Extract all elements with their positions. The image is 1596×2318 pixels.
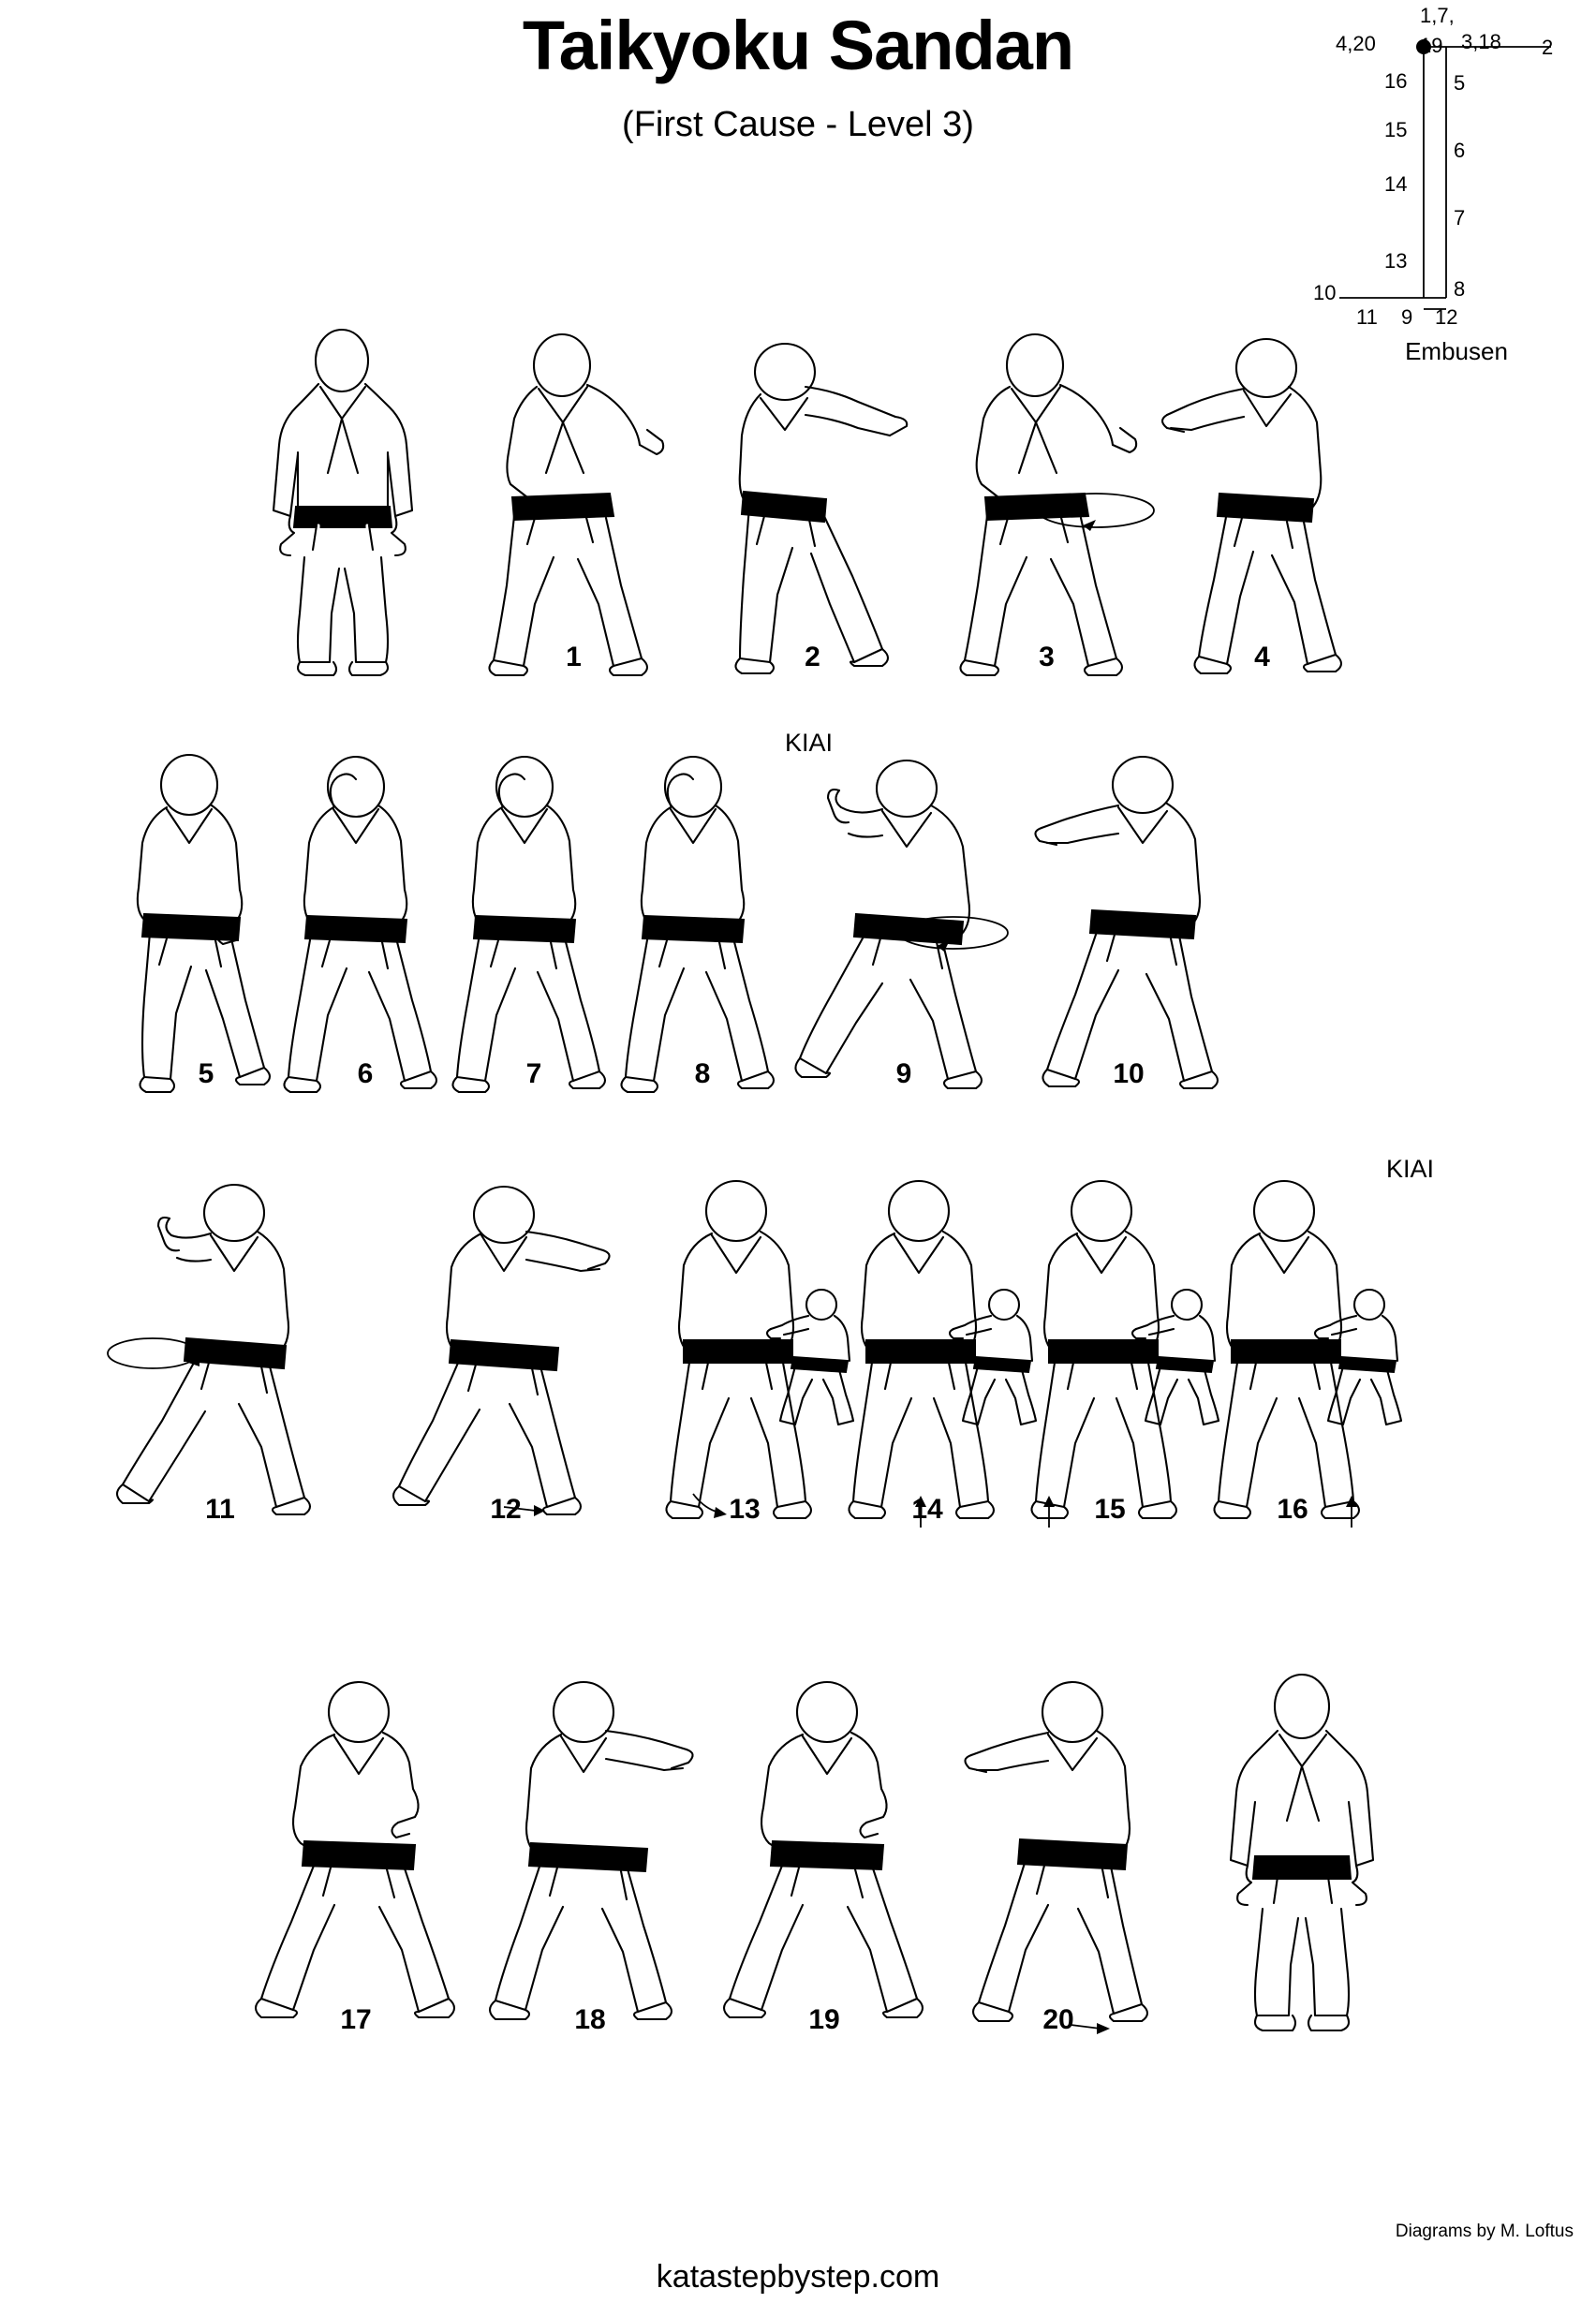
figure-step-19: [717, 1676, 932, 2098]
embusen-marker: 13: [1384, 249, 1408, 273]
step-number: 3: [1039, 642, 1055, 672]
figure-step-4: [1161, 332, 1363, 726]
embusen-marker: 3,18: [1461, 30, 1501, 53]
step-number: 5: [198, 1058, 214, 1089]
embusen-marker: 11: [1356, 305, 1378, 329]
step-number: 15: [1094, 1494, 1126, 1525]
embusen-marker: 9: [1401, 305, 1413, 329]
figure-step-12: [393, 1175, 618, 1578]
diagram-credit: Diagrams by M. Loftus: [1395, 2222, 1574, 2241]
figure-step-20: [951, 1676, 1166, 2098]
embusen-marker: 4,20: [1336, 32, 1376, 55]
figure-step-9: [796, 749, 1012, 1143]
embusen-marker: 15: [1384, 118, 1408, 141]
embusen-marker: 10: [1313, 281, 1337, 304]
step-number: 13: [729, 1494, 761, 1525]
step-row-3: [0, 1155, 1596, 1578]
website-url: katastepbystep.com: [656, 2259, 940, 2295]
page-title: Taikyoku Sandan: [522, 7, 1074, 84]
embusen-marker: 7: [1454, 206, 1466, 229]
kiai-label-1: KIAI: [785, 729, 834, 757]
embusen-marker: 2: [1542, 36, 1554, 59]
figure-step-8: [609, 749, 796, 1143]
figure-ready-stance: [253, 332, 431, 707]
embusen-marker: 5: [1454, 71, 1466, 95]
figure-closing-stance: [1208, 1676, 1396, 2098]
figure-step-6: [272, 749, 459, 1143]
step-number: 18: [574, 2004, 606, 2035]
figure-step-3: [946, 332, 1147, 726]
step-number: 11: [205, 1494, 235, 1525]
kiai-label-2: KIAI: [1386, 1155, 1435, 1183]
step-number: 7: [525, 1058, 542, 1089]
step-row-2: [0, 729, 1596, 1143]
step-row-1: [0, 332, 1596, 726]
figure-step-16-opponent: [1311, 1288, 1414, 1428]
figure-step-10: [1021, 749, 1236, 1143]
embusen-marker: 1,7,: [1420, 4, 1455, 27]
embusen-marker: 12: [1435, 305, 1458, 329]
step-number: 14: [911, 1494, 943, 1525]
step-number: 4: [1254, 642, 1270, 672]
step-number: 9: [895, 1058, 912, 1089]
step-number: 16: [1277, 1494, 1308, 1525]
embusen-marker: 14: [1384, 172, 1408, 196]
step-number: 6: [357, 1058, 374, 1089]
figure-step-7: [440, 749, 628, 1143]
step-row-4: [0, 1676, 1596, 2098]
step-number: 12: [490, 1494, 522, 1525]
page-subtitle: (First Cause - Level 3): [622, 105, 974, 144]
figure-step-11: [108, 1175, 332, 1578]
step-number: 20: [1042, 2004, 1074, 2035]
figure-step-1: [473, 332, 674, 726]
embusen-marker: 19: [1420, 34, 1443, 57]
embusen-marker: 16: [1384, 69, 1408, 93]
embusen-marker: 6: [1454, 139, 1466, 162]
figure-step-2: [712, 332, 913, 726]
embusen-marker: 8: [1454, 277, 1466, 301]
step-number: 17: [340, 2004, 372, 2035]
step-number: 1: [566, 642, 582, 672]
step-number: 2: [805, 642, 820, 672]
embusen-label: Embusen: [1405, 337, 1508, 365]
figure-step-17: [248, 1676, 464, 2098]
figure-step-18: [482, 1676, 698, 2098]
step-number: 19: [808, 2004, 840, 2035]
step-number: 8: [694, 1058, 711, 1089]
embusen-diagram: [1313, 4, 1583, 365]
step-number: 10: [1113, 1058, 1145, 1089]
